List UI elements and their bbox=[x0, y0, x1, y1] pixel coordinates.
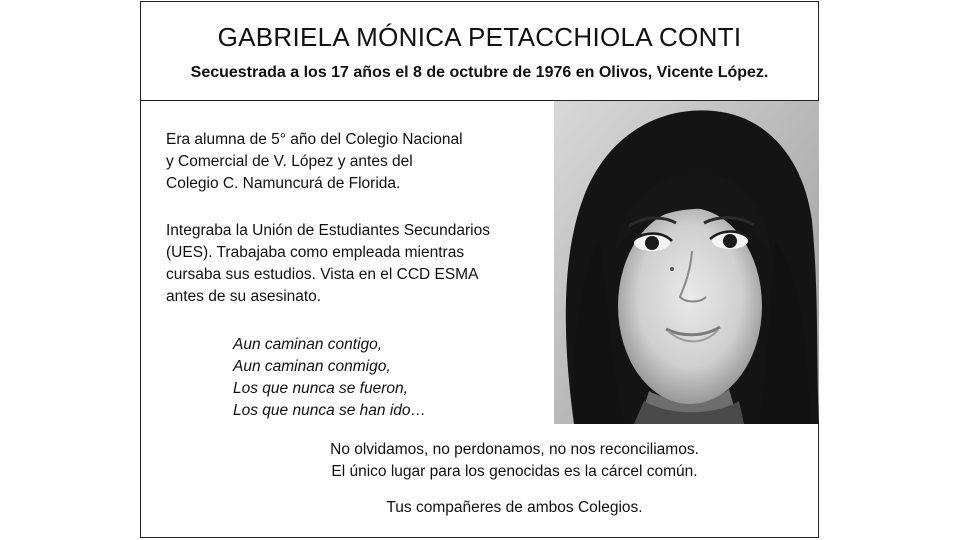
biography-paragraph-2 bbox=[166, 220, 526, 308]
notice-title: GABRIELA MÓNICA PETACCHIOLA CONTI bbox=[217, 22, 742, 52]
text-line: Integraba la Unión de Estudiantes Secundarios bbox=[166, 222, 490, 239]
poem-line: Aun caminan contigo, bbox=[233, 336, 383, 353]
poem-line: Los que nunca se han ido… bbox=[233, 402, 427, 419]
text-line: (UES). Trabajaba como empleada mientras bbox=[166, 244, 465, 261]
closing-line: No olvidamos, no perdonamos, no nos reconciliamos. bbox=[330, 441, 699, 458]
text-line: antes de su asesinato. bbox=[166, 288, 322, 305]
text-line: cursaba sus estudios. Vista en el CCD ESMA bbox=[166, 266, 479, 283]
poem-line: Los que nunca se fueron, bbox=[233, 380, 408, 397]
signature bbox=[166, 497, 863, 519]
portrait-photo bbox=[554, 101, 819, 424]
text-line: Era alumna de 5° año del Colegio Nacional bbox=[166, 131, 463, 148]
poem-line: Aun caminan conmigo, bbox=[233, 358, 391, 375]
text-line: Colegio C. Namuncurá de Florida. bbox=[166, 175, 401, 192]
signature-text: Tus compañeres de ambos Colegios. bbox=[386, 499, 643, 516]
text-line: y Comercial de V. López y antes del bbox=[166, 153, 413, 170]
poem-verse bbox=[233, 334, 426, 422]
notice-header bbox=[141, 2, 818, 101]
memorial-notice bbox=[140, 1, 819, 538]
closing-statement bbox=[166, 439, 863, 483]
notice-subtitle: Secuestrada a los 17 años el 8 de octubre de 1976 en Olivos, Vicente López. bbox=[190, 64, 769, 81]
closing-line: El único lugar para los genocidas es la cárcel común. bbox=[331, 463, 698, 480]
biography-paragraph-1 bbox=[166, 129, 526, 195]
